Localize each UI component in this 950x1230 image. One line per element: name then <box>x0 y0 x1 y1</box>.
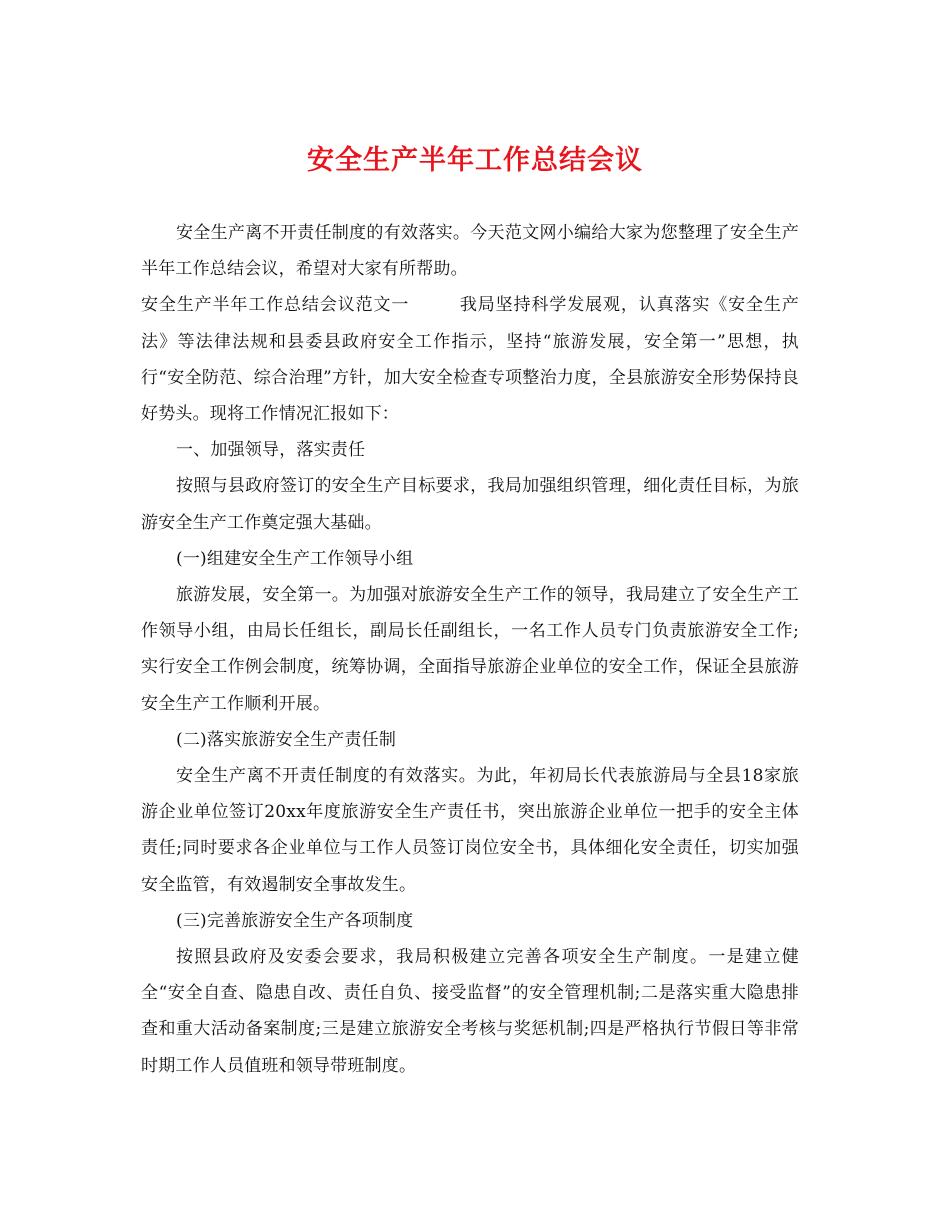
intro-paragraph: 安全生产离不开责任制度的有效落实。今天范文网小编给大家为您整理了安全生产半年工作总结会议，希望对大家有所帮助。 <box>141 223 799 280</box>
document-title: 安全生产半年工作总结会议 <box>307 145 643 176</box>
subsection-paragraph-1: 旅游发展，安全第一。为加强对旅游安全生产工作的领导，我局建立了安全生产工作领导小组，由局长任组长，副局长任副组长，一名工作人员专门负责旅游安全工作;实行安全工作例会制度，统筹协调，全面指导旅游企业单位的安全工作，保证全县旅游安全生产工作顺利开展。 <box>141 585 799 714</box>
subsection-heading-2: (二)落实旅游安全生产责任制 <box>176 729 397 750</box>
document-body <box>141 215 799 1084</box>
section-paragraph-1: 按照与县政府签订的安全生产目标要求，我局加强组织管理，细化责任目标，为旅游安全生产工作奠定强大基础。 <box>141 476 799 533</box>
subsection-heading-3: (三)完善旅游安全生产各项制度 <box>176 910 414 931</box>
sample-label: 安全生产半年工作总结会议范文一 <box>141 295 410 316</box>
subsection-paragraph-3: 按照县政府及安委会要求，我局积极建立完善各项安全生产制度。一是建立健全“安全自查、隐患自改、责任自负、接受监督”的安全管理机制;二是落实重大隐患排查和重大活动备案制度;三是建立旅游安全考核与奖惩机制;四是严格执行节假日等非常时期工作人员值班和领导带班制度。 <box>141 947 799 1076</box>
sample-text: 我局坚持科学发展观，认真落实《安全生产法》等法律法规和县委县政府安全工作指示，坚持“旅游发展，安全第一”思想，执行“安全防范、综合治理”方针，加大安全检查专项整治力度，全县旅游安全形势保持良好势头。现将工作情况汇报如下： <box>141 295 799 425</box>
subsection-paragraph-2: 安全生产离不开责任制度的有效落实。为此，年初局长代表旅游局与全县18家旅游企业单位签订20xx年度旅游安全生产责任书，突出旅游企业单位一把手的安全主体责任;同时要求各企业单位与工作人员签订岗位安全书，具体细化安全责任，切实加强安全监管，有效遏制安全事故发生。 <box>141 766 799 895</box>
sample-paragraph <box>141 287 799 432</box>
subsection-heading-1: (一)组建安全生产工作领导小组 <box>176 548 414 569</box>
section-heading-1: 一、加强领导，落实责任 <box>176 440 366 461</box>
